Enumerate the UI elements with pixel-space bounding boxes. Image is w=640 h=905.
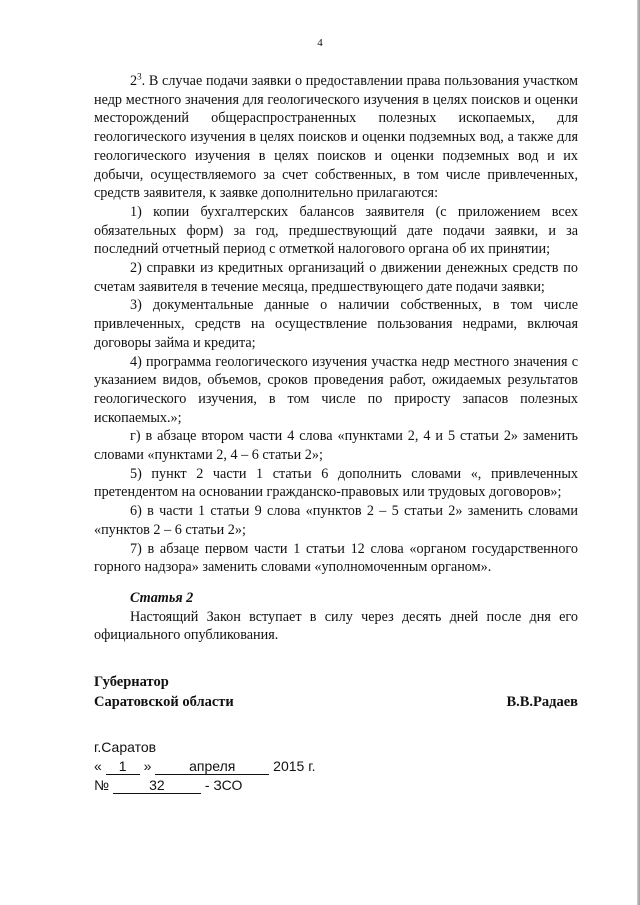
signature-block	[94, 672, 578, 712]
amendment-item: 7) в абзаце первом части 1 статьи 12 слова «органом государственного горного надзора» заменить словами «уполномоченным органом».	[94, 540, 578, 576]
number-sign: №	[94, 777, 110, 793]
quote-open: «	[94, 758, 102, 774]
clause-number: 2	[130, 73, 138, 89]
article-2-title: Статья 2	[130, 589, 194, 606]
document-suffix: - ЗСО	[204, 777, 243, 793]
list-item: 3) документальные данные о наличии собственных, в том числе привлеченных, средств на осуществление пользования недрами, включая договоры займа и кредита;	[94, 297, 578, 351]
date-year: 2015 г.	[273, 758, 316, 774]
signer-title-line-2: Саратовской области	[94, 694, 234, 710]
date-month: апреля	[155, 759, 269, 775]
clause-intro-text: . В случае подачи заявки о предоставлении права пользования участком недр местного значения для геологического изучения в целях поисков и оценки месторождений общераспространенных полезных ископаемых, для геологического изучения в целях поисков и оценки подземных вод, а также для геологического изучения в целях поисков и оценки подземных вод и их добычи, осуществляемого за счет собственных, в том числе привлеченных, средств заявителя, к заявке дополнительно прилагаются:	[94, 73, 578, 202]
city: г.Саратов	[94, 739, 157, 755]
quote-close: »	[143, 758, 152, 774]
list-item: 4) программа геологического изучения участка недр местного значения с указанием видов, объемов, сроков проведения работ, ожидаемых результатов геологического изучения, в том числе по приросту запасов полезных ископаемых.»;	[94, 353, 578, 426]
number-line	[94, 776, 315, 795]
amendment-item: 6) в части 1 статьи 9 слова «пунктов 2 – 5 статьи 2» заменить словами «пунктов 2 – 6 статьи 2»;	[94, 503, 578, 538]
clause-2-3-intro	[94, 72, 578, 203]
date-line	[94, 757, 315, 776]
page-number: 4	[317, 37, 323, 49]
signer-name: В.В.Радаев	[506, 694, 578, 710]
article-2-text: Настоящий Закон вступает в силу через десять дней после дня его официального опубликования.	[94, 608, 578, 644]
amendment-item: 5) пункт 2 части 1 статьи 6 дополнить словами «, привлеченных претендентом на основании гражданско-правовых или трудовых договоров»;	[94, 465, 578, 501]
document-number: 32	[113, 778, 201, 794]
date-day: 1	[106, 759, 140, 775]
list-item: 1) копии бухгалтерских балансов заявителя (с приложением всех обязательных форм) за год, предшествующий дате подачи заявки, и за последний отчетный период с отметкой налогового органа об их принятии;	[94, 203, 578, 258]
document-body	[94, 72, 578, 645]
amendment-item: г) в абзаце втором части 4 слова «пунктами 2, 4 и 5 статьи 2» заменить словами «пунктами 2, 4 – 6 статьи 2»;	[94, 428, 578, 464]
clause-superscript: 3	[137, 71, 142, 82]
signer-title-line-1: Губернатор	[94, 674, 169, 690]
list-item: 2) справки из кредитных организаций о движении денежных средств по счетам заявителя в течение месяца, предшествующего дате подачи заявки;	[94, 260, 578, 295]
document-footer	[94, 738, 315, 795]
